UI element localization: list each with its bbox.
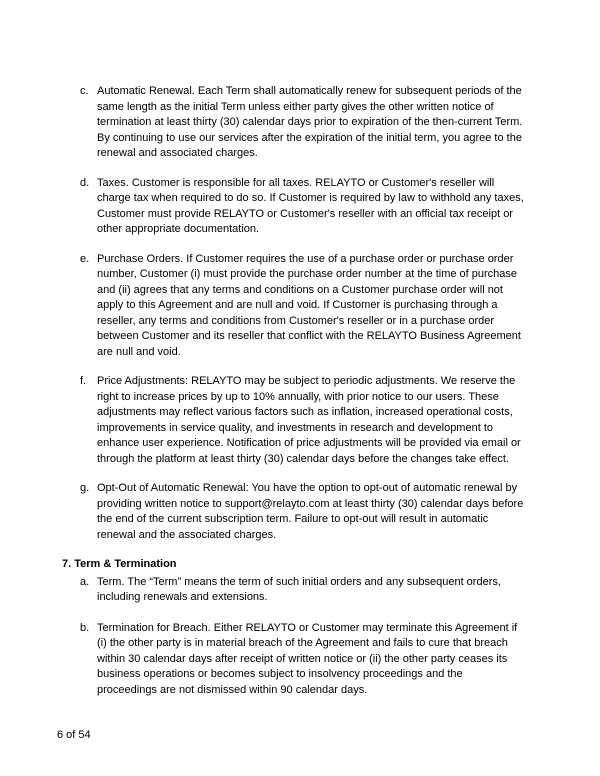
list-item [62, 481, 524, 543]
list-item-marker: b. [80, 621, 90, 634]
list-item [62, 252, 524, 361]
list-item [62, 575, 524, 606]
document-content [62, 84, 524, 713]
list-item-marker: e. [80, 252, 90, 265]
list-item-text: Price Adjustments: RELAYTO may be subject to periodic adjustments. We reserve the right to increase prices by up to 10% annually, with prior notice to our users. These adjustments may reflect various factors such as inflation, increased operational costs, improvements in service quality, and investments in research and development to enhance user experience. Notification of price adjustments will be provided via email or through the platform at least thirty (30) calendar days before the changes take effect. [97, 375, 521, 465]
list-item-marker: c. [80, 85, 89, 97]
list-item-text: Purchase Orders. If Customer requires the use of a purchase order or purchase order number, Customer (i) must provide the purchase order number at the time of purchase and (ii) agrees that any terms and conditions on a Customer purchase order will not apply to this Agreement and are null and void. If Customer is purchasing through a reseller, any terms and conditions from Customer's reseller or in a purchase order between Customer and its reseller that conflict with the RELAYTO Business Agreement are null and void. [97, 252, 521, 358]
list-item [62, 621, 524, 699]
list-item-marker: f. [80, 375, 87, 387]
list-item-marker: d. [80, 176, 90, 189]
list-item-marker: g. [80, 482, 90, 494]
page-number: 6 of 54 [57, 729, 91, 741]
term-termination-sub-list [62, 575, 524, 699]
terms-letter-list [62, 84, 524, 543]
list-item-text: Term. The “Term” means the term of such initial orders and any subsequent orders, including renewals and extensions. [97, 575, 501, 603]
list-item-text: Automatic Renewal. Each Term shall automatically renew for subsequent periods of the same length as the initial Term unless either party gives the other written notice of termination at least thirty (30) calendar days prior to expiration of the then-current Term. By continuing to use our services after the expiration of the initial term, you agree to the renewal and associated charges. [97, 85, 523, 159]
list-item [62, 374, 524, 467]
list-item [62, 176, 524, 238]
list-item-text: Termination for Breach. Either RELAYTO or Customer may terminate this Agreement if (i) the other party is in material breach of the Agreement and fails to cure that breach within 30 calendar days after receipt of written notice or (ii) the other party ceases its business operations or becomes subject to insolvency proceedings and the proceedings are not dismissed within 90 calendar days. [97, 621, 518, 696]
list-item-text: Opt-Out of Automatic Renewal: You have the option to opt-out of automatic renewal by providing written notice to support@relayto.com at least thirty (30) calendar days before the end of the current subscription term. Failure to opt-out will result in automatic renewal and the associated charges. [97, 482, 524, 541]
list-item-marker: a. [80, 575, 90, 588]
section-heading-term-termination: 7. Term & Termination [62, 558, 177, 570]
list-item [62, 84, 524, 162]
list-item-text: Taxes. Customer is responsible for all taxes. RELAYTO or Customer's reseller will charge tax when required to do so. If Customer is required by law to withhold any taxes, Customer must provide RELAYTO or Customer's reseller with an official tax receipt or other appropriate documentation. [97, 176, 524, 235]
